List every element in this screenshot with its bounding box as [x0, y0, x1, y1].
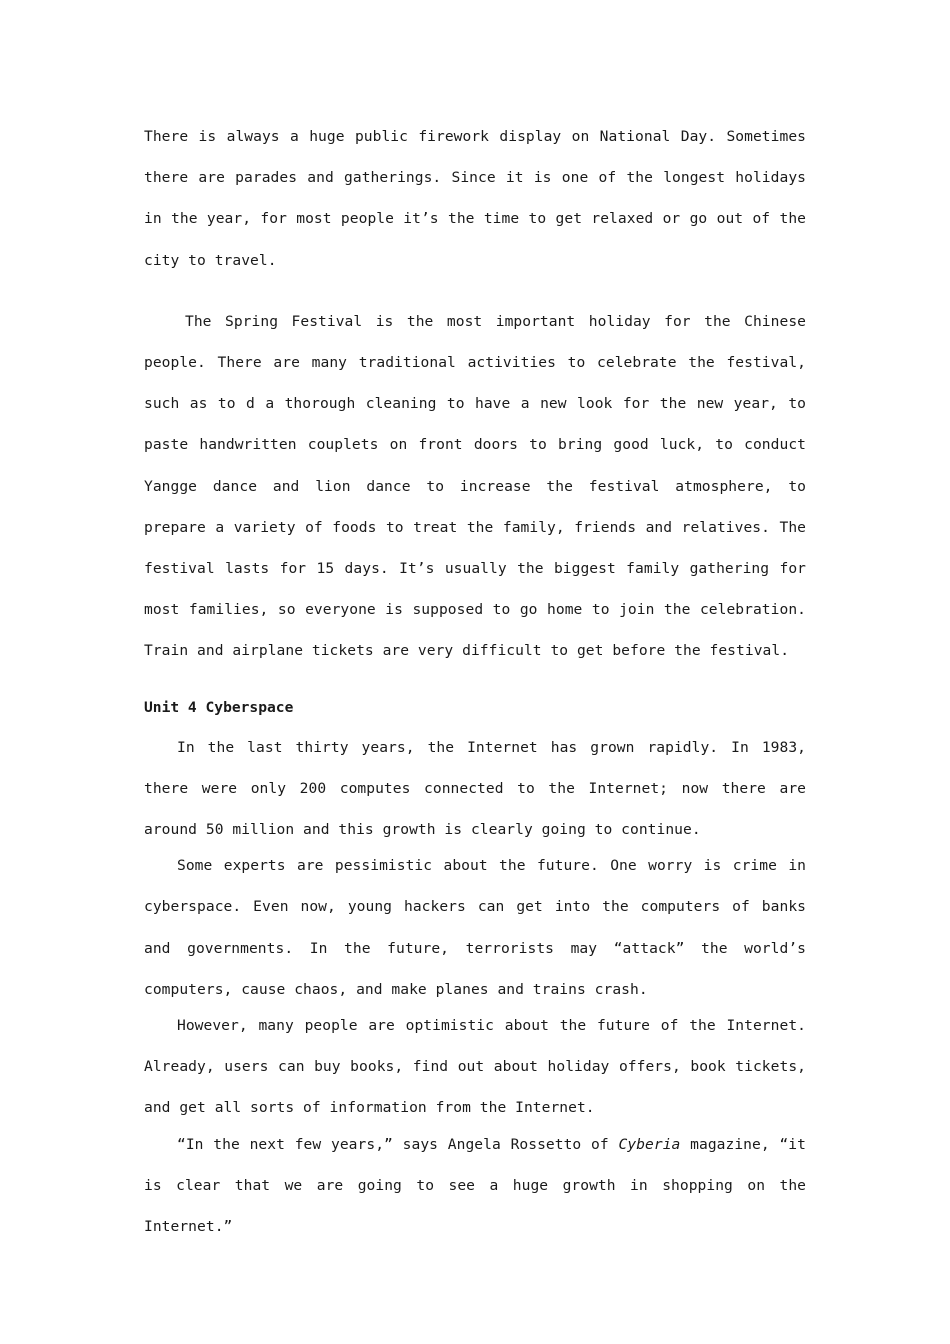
optimistic-paragraph: However, many people are optimistic about the future of the Internet. Already, users can buy books, find out about holiday offers, book tickets, and get all sorts of information from the Internet. [144, 1017, 806, 1117]
internet-growth-paragraph: In the last thirty years, the Internet has grown rapidly. In 1983, there were only 200 computes connected to the Internet; now there are around 50 million and this growth is clearly going to continue. [144, 738, 806, 839]
quote-part-2: magazine, “it is clear that we are going to see a huge growth in shopping on the Internet.” [144, 1135, 806, 1236]
quote-part-1: “In the next few years,” says Angela Rossetto of [177, 1135, 619, 1153]
pessimistic-paragraph: Some experts are pessimistic about the future. One worry is crime in cyberspace. Even now, young hackers can get into the computers of banks and governments. In the future, terrorists may “attack” the world’s computers, cause chaos, and make planes and trains crash. [144, 857, 806, 998]
quote-paragraph [144, 1124, 806, 1248]
unit-heading: Unit 4 Cyberspace [144, 698, 294, 716]
page-content [144, 116, 806, 1247]
national-day-paragraph: There is always a huge public firework display on National Day. Sometimes there are parades and gatherings. Since it is one of the longest holidays in the year, for most people it’s the time to get relaxed or go out of the city to travel. [144, 128, 806, 269]
spring-festival-paragraph: The Spring Festival is the most important holiday for the Chinese people. There are many traditional activities to celebrate the festival, such as to d a thorough cleaning to have a new look for the new year, to paste handwritten couplets on front doors to bring good luck, to conduct Yangge dance and lion dance to increase the festival atmosphere, to prepare a variety of foods to treat the family, friends and relatives. The festival lasts for 15 days. It’s usually the biggest family gathering for most families, so everyone is supposed to go home to join the celebration. Train and airplane tickets are very difficult to get before the festival. [144, 312, 806, 660]
magazine-name: Cyberia [618, 1135, 681, 1153]
